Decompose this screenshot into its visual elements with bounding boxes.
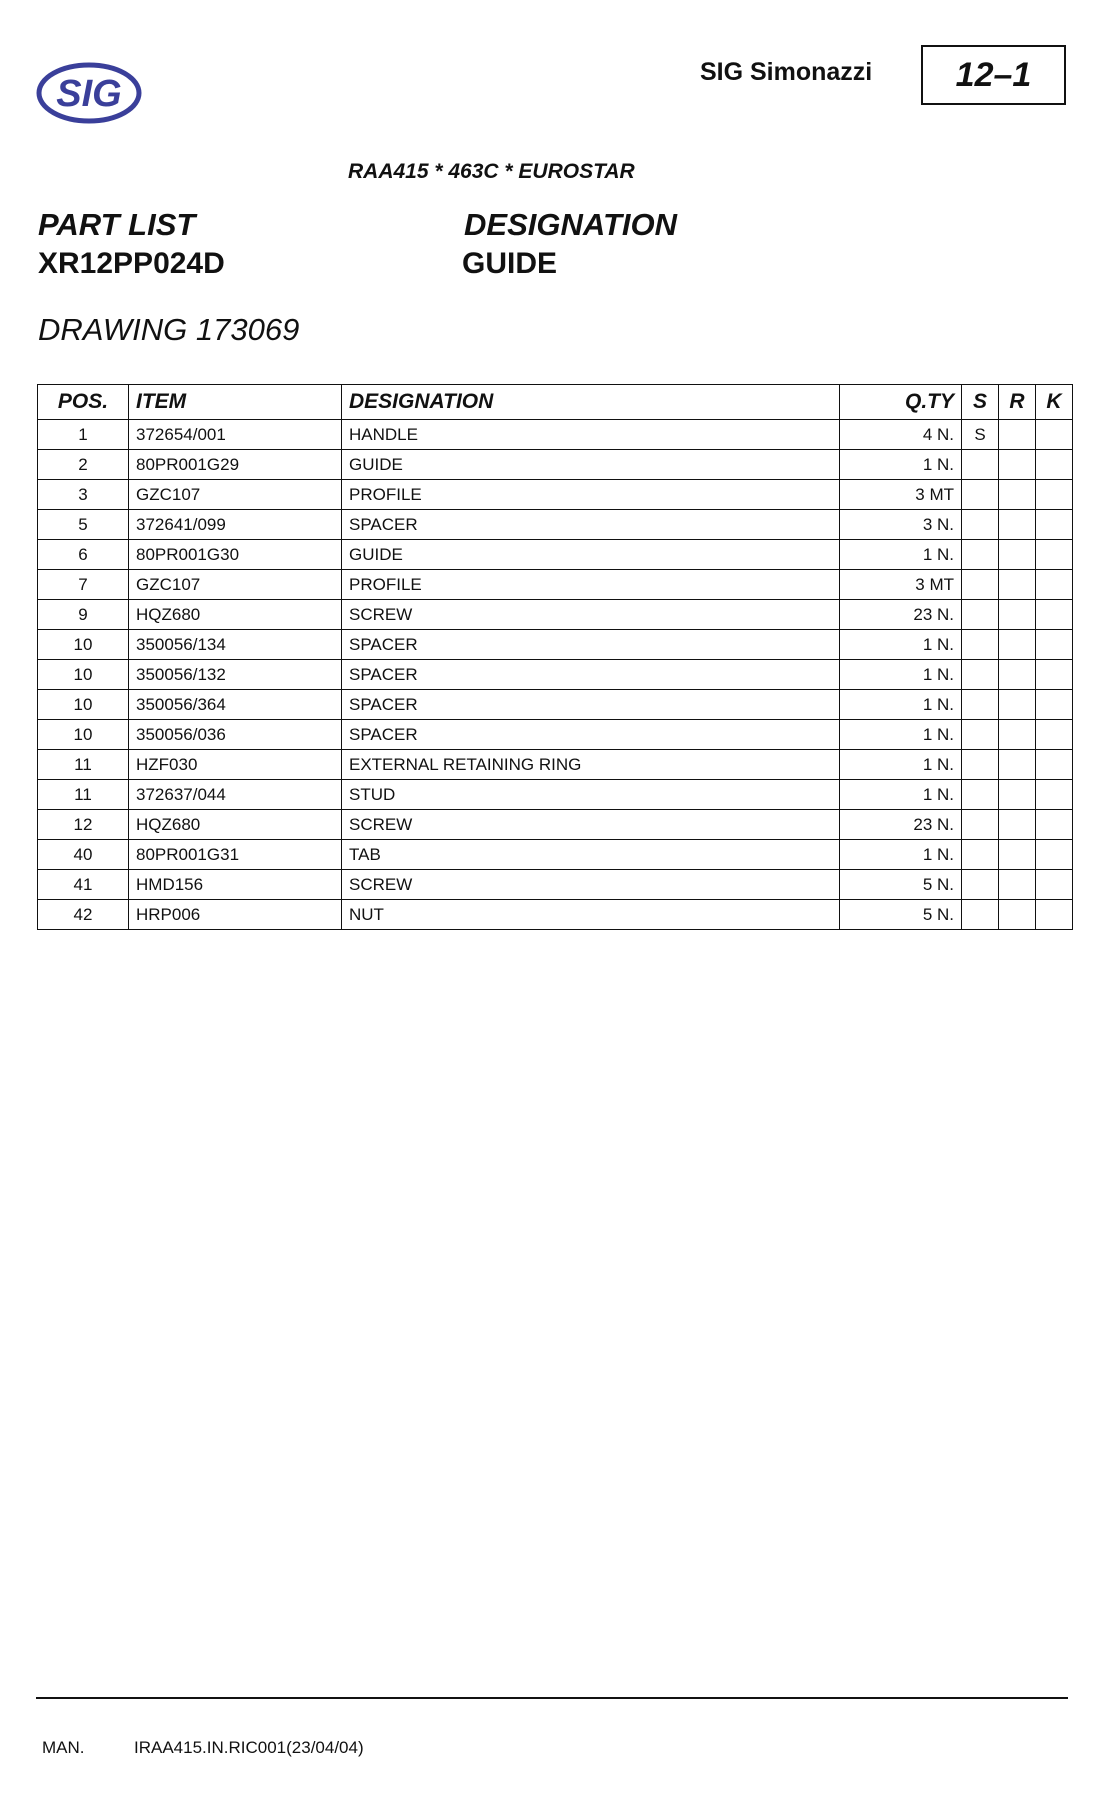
cell-s (962, 630, 999, 660)
designation-value: GUIDE (462, 247, 558, 280)
cell-qty: 4 N. (840, 420, 962, 450)
cell-s (962, 480, 999, 510)
cell-s (962, 540, 999, 570)
cell-s (962, 600, 999, 630)
cell-item: 80PR001G31 (129, 840, 342, 870)
cell-k (1036, 900, 1073, 930)
table-row (38, 840, 1073, 870)
cell-item: 350056/134 (129, 630, 342, 660)
page-number-box (921, 45, 1066, 105)
cell-r (999, 780, 1036, 810)
sig-logo (36, 62, 142, 124)
cell-r (999, 510, 1036, 540)
cell-k (1036, 720, 1073, 750)
cell-qty: 5 N. (840, 870, 962, 900)
cell-r (999, 570, 1036, 600)
table-row (38, 900, 1073, 930)
cell-qty: 1 N. (840, 840, 962, 870)
cell-item: 350056/132 (129, 660, 342, 690)
cell-r (999, 600, 1036, 630)
parts-table-body (38, 420, 1073, 930)
footer-reference: IRAA415.IN.RIC001(23/04/04) (134, 1738, 364, 1757)
table-row (38, 480, 1073, 510)
table-row (38, 810, 1073, 840)
cell-pos: 3 (38, 480, 129, 510)
cell-k (1036, 570, 1073, 600)
footer-divider (36, 1697, 1068, 1699)
header-k: K (1036, 385, 1073, 420)
table-row (38, 510, 1073, 540)
cell-item: HQZ680 (129, 810, 342, 840)
cell-pos: 6 (38, 540, 129, 570)
cell-k (1036, 450, 1073, 480)
cell-designation: SPACER (342, 510, 840, 540)
table-row (38, 720, 1073, 750)
cell-qty: 1 N. (840, 660, 962, 690)
cell-designation: SCREW (342, 810, 840, 840)
header-s: S (962, 385, 999, 420)
cell-qty: 1 N. (840, 750, 962, 780)
cell-item: 372641/099 (129, 510, 342, 540)
part-list-label: PART LIST (38, 207, 196, 242)
cell-qty: 3 MT (840, 570, 962, 600)
cell-item: 80PR001G29 (129, 450, 342, 480)
footer-manual-label: MAN. (42, 1738, 85, 1757)
cell-designation: GUIDE (342, 450, 840, 480)
cell-designation: PROFILE (342, 480, 840, 510)
cell-pos: 11 (38, 780, 129, 810)
cell-pos: 2 (38, 450, 129, 480)
cell-k (1036, 750, 1073, 780)
cell-designation: SPACER (342, 690, 840, 720)
cell-designation: GUIDE (342, 540, 840, 570)
table-row (38, 570, 1073, 600)
table-row (38, 420, 1073, 450)
cell-s (962, 780, 999, 810)
page-number: 12–1 (955, 55, 1032, 94)
table-row (38, 450, 1073, 480)
cell-r (999, 540, 1036, 570)
cell-pos: 9 (38, 600, 129, 630)
cell-designation: HANDLE (342, 420, 840, 450)
cell-pos: 7 (38, 570, 129, 600)
cell-s (962, 750, 999, 780)
cell-k (1036, 660, 1073, 690)
cell-k (1036, 540, 1073, 570)
cell-qty: 23 N. (840, 600, 962, 630)
header-r: R (999, 385, 1036, 420)
part-code: XR12PP024D (38, 247, 225, 280)
cell-r (999, 450, 1036, 480)
header-pos: POS. (38, 385, 129, 420)
table-row (38, 750, 1073, 780)
cell-pos: 1 (38, 420, 129, 450)
cell-designation: SPACER (342, 720, 840, 750)
cell-item: 350056/364 (129, 690, 342, 720)
cell-qty: 23 N. (840, 810, 962, 840)
cell-pos: 10 (38, 720, 129, 750)
header-qty: Q.TY (840, 385, 962, 420)
cell-k (1036, 840, 1073, 870)
cell-r (999, 660, 1036, 690)
cell-s (962, 510, 999, 540)
model-line: RAA415 * 463C * EUROSTAR (348, 160, 635, 183)
table-row (38, 780, 1073, 810)
table-row (38, 630, 1073, 660)
cell-qty: 1 N. (840, 780, 962, 810)
cell-item: HRP006 (129, 900, 342, 930)
cell-r (999, 480, 1036, 510)
cell-designation: SCREW (342, 870, 840, 900)
table-header-row (38, 385, 1073, 420)
cell-k (1036, 870, 1073, 900)
cell-s (962, 900, 999, 930)
cell-r (999, 420, 1036, 450)
table-row (38, 690, 1073, 720)
cell-r (999, 840, 1036, 870)
cell-item: 80PR001G30 (129, 540, 342, 570)
cell-qty: 1 N. (840, 630, 962, 660)
cell-designation: TAB (342, 840, 840, 870)
cell-r (999, 630, 1036, 660)
cell-r (999, 870, 1036, 900)
cell-r (999, 720, 1036, 750)
cell-k (1036, 600, 1073, 630)
cell-qty: 3 MT (840, 480, 962, 510)
cell-s (962, 690, 999, 720)
cell-s (962, 660, 999, 690)
cell-item: HQZ680 (129, 600, 342, 630)
logo-text: SIG (56, 73, 122, 115)
header-item: ITEM (129, 385, 342, 420)
cell-pos: 42 (38, 900, 129, 930)
drawing-number: DRAWING 173069 (38, 312, 300, 347)
cell-pos: 10 (38, 660, 129, 690)
cell-s (962, 570, 999, 600)
table-row (38, 660, 1073, 690)
cell-qty: 1 N. (840, 690, 962, 720)
cell-pos: 10 (38, 690, 129, 720)
cell-pos: 10 (38, 630, 129, 660)
cell-r (999, 690, 1036, 720)
cell-pos: 40 (38, 840, 129, 870)
cell-qty: 1 N. (840, 540, 962, 570)
cell-designation: SCREW (342, 600, 840, 630)
table-row (38, 540, 1073, 570)
cell-qty: 1 N. (840, 450, 962, 480)
cell-s (962, 840, 999, 870)
cell-item: 372654/001 (129, 420, 342, 450)
cell-s (962, 810, 999, 840)
cell-r (999, 810, 1036, 840)
company-name: SIG Simonazzi (700, 58, 873, 86)
cell-s (962, 450, 999, 480)
cell-designation: PROFILE (342, 570, 840, 600)
cell-qty: 3 N. (840, 510, 962, 540)
cell-k (1036, 630, 1073, 660)
cell-designation: EXTERNAL RETAINING RING (342, 750, 840, 780)
cell-s (962, 870, 999, 900)
cell-designation: STUD (342, 780, 840, 810)
header-designation: DESIGNATION (342, 385, 840, 420)
cell-item: HMD156 (129, 870, 342, 900)
cell-item: 372637/044 (129, 780, 342, 810)
cell-qty: 1 N. (840, 720, 962, 750)
cell-designation: SPACER (342, 660, 840, 690)
cell-designation: SPACER (342, 630, 840, 660)
cell-pos: 5 (38, 510, 129, 540)
cell-k (1036, 510, 1073, 540)
parts-table (37, 384, 1073, 930)
cell-item: GZC107 (129, 480, 342, 510)
cell-s: S (962, 420, 999, 450)
cell-k (1036, 420, 1073, 450)
cell-item: HZF030 (129, 750, 342, 780)
cell-k (1036, 690, 1073, 720)
designation-label: DESIGNATION (464, 207, 677, 242)
cell-r (999, 900, 1036, 930)
cell-k (1036, 810, 1073, 840)
table-row (38, 600, 1073, 630)
cell-pos: 12 (38, 810, 129, 840)
cell-r (999, 750, 1036, 780)
cell-designation: NUT (342, 900, 840, 930)
cell-qty: 5 N. (840, 900, 962, 930)
cell-pos: 11 (38, 750, 129, 780)
cell-k (1036, 780, 1073, 810)
cell-s (962, 720, 999, 750)
cell-pos: 41 (38, 870, 129, 900)
cell-item: 350056/036 (129, 720, 342, 750)
cell-item: GZC107 (129, 570, 342, 600)
cell-k (1036, 480, 1073, 510)
table-row (38, 870, 1073, 900)
